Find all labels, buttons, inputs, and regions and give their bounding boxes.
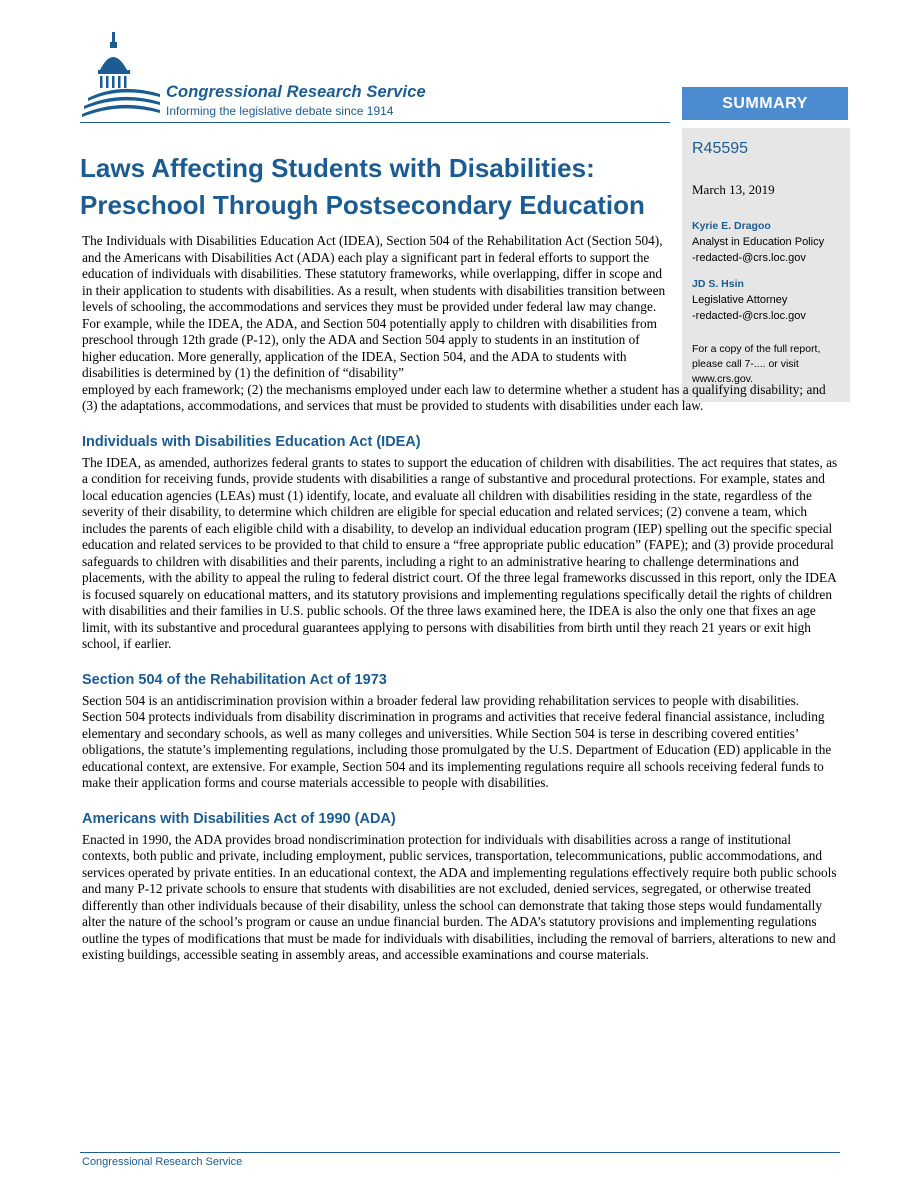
section-body-ada: Enacted in 1990, the ADA provides broad nondiscrimination protection for individuals with disabilities across a range of institutional contexts, both public and private, including employment, public services, transportation, telecommunications, public accommodations, and services operated by private entities. In an educational context, the ADA and implementing regulations effectively require both public schools and many P-12 private schools to ensure that students with disabilities are not excluded, denied services, segregated, or otherwise treated differently than other individuals because of their disability, unless the school can demonstrate that taking those steps would fundamentally alter the nature of the school’s program or cause an undue financial burden. The ADA’s statutory provisions and implementing regulations outline the types of modifications that must be made for individuals with disabilities, including the removal of barriers, alterations to new and existing buildings, accessible seating in assembly areas, and accessible examinations and course materials. bbox=[82, 831, 837, 962]
org-name: Congressional Research Service bbox=[166, 83, 426, 101]
author-name: JD S. Hsin bbox=[692, 278, 744, 290]
intro-paragraph-continued: employed by each framework; (2) the mechanisms employed under each law to determine whether a student has a qualifying disability; and (3) the adaptations, accommodations, and services that must be provided to students with disabilities under each law. bbox=[82, 381, 826, 413]
footer-org: Congressional Research Service bbox=[82, 1156, 243, 1168]
author-name: Kyrie E. Dragoo bbox=[692, 220, 771, 232]
section-heading-504: Section 504 of the Rehabilitation Act of 1973 bbox=[82, 671, 387, 688]
intro-paragraph: The Individuals with Disabilities Education Act (IDEA), Section 504 of the Rehabilitation Act (Section 504), and the Americans with Disabilities Act (ADA) each play a significant part in federal efforts to support the education of individuals with disabilities. These statutory frameworks, while overlapping, differ in scope and in their application to students with disabilities. As a result, when students with disabilities transition between levels of schooling, the accommodations and services they must be provided under federal law may change. For example, while the IDEA, the ADA, and Section 504 potentially apply to children with disabilities from preschool through 12th grade (P-12), only the ADA and Section 504 apply to students in an institution of higher education. More generally, application of the IDEA, Section 504, and the ADA to students with disabilities is determined by (1) the definition of “disability” bbox=[82, 233, 666, 380]
author-email[interactable]: -redacted-@crs.loc.gov bbox=[692, 310, 806, 322]
title-line-1: Laws Affecting Students with Disabilities: bbox=[80, 153, 595, 183]
section-heading-ada: Americans with Disabilities Act of 1990 (ADA) bbox=[82, 810, 396, 827]
footer-divider bbox=[80, 1152, 840, 1153]
report-date: March 13, 2019 bbox=[692, 182, 775, 197]
author-email[interactable]: -redacted-@crs.loc.gov bbox=[692, 252, 806, 264]
summary-label: SUMMARY bbox=[682, 87, 848, 120]
report-number: R45595 bbox=[692, 140, 749, 157]
author-title: Analyst in Education Policy bbox=[692, 236, 825, 248]
capitol-dome-logo bbox=[80, 30, 170, 122]
org-tagline: Informing the legislative debate since 1914 bbox=[166, 104, 394, 118]
section-body-504: Section 504 is an antidiscrimination provision within a broader federal law providing rehabilitation services to people with disabilities. Section 504 protects individuals from disability discrimination in programs and activities that receive federal financial assistance, including elementary and secondary schools, as well as many colleges and universities. While Section 504 is terse in describing covered entities’ obligations, the statute’s implementing regulations, including those promulgated by the U.S. Department of Education (ED) applicable in the educational context, are extensive. For example, Section 504 and its implementing regulations require all schools receiving federal funds to make their application forms and course materials accessible to people with disabilities. bbox=[82, 692, 832, 790]
section-body-idea: The IDEA, as amended, authorizes federal grants to states to support the education of children with disabilities. The act requires that states, as a condition for receiving funds, provide students with disabilities a range of substantive and procedural protections. For example, states and local education agencies (LEAs) must (1) identify, locate, and evaluate all children with disabilities residing in the state, regardless of the severity of their disability, to determine which children are eligible for special education and related services; (2) convene a team, which includes the parents of each eligible child with a disability, to develop an individual education program (IEP) spelling out the specific special education and related services to be provided to that child to ensure a “free appropriate public education” (FAPE); and (3) provide procedural safeguards to children with disabilities and their parents, including a right to an administrative hearing to challenge determinations and placements, with the ability to appeal the ruling to federal district court. Of the three legal frameworks discussed in this report, only the IDEA is focused squarely on educational matters, and its statutory provisions and implementing regulations specifically detail the rights of children with disabilities and their families in U.S. public schools. Of the three laws examined here, the IDEA is also the only one that fixes an age limit, with its substantive and procedural guarantees applying to persons with disabilities from birth until they reach 21 years or exit high school, if earlier. bbox=[82, 454, 838, 651]
copy-note: For a copy of the full report, please call 7-.... or visit www.crs.gov. bbox=[692, 343, 821, 385]
report-body bbox=[82, 233, 840, 964]
author-title: Legislative Attorney bbox=[692, 294, 788, 306]
title-line-2: Preschool Through Postsecondary Education bbox=[80, 190, 645, 220]
header-divider bbox=[80, 122, 670, 123]
page-title bbox=[80, 150, 680, 224]
section-heading-idea: Individuals with Disabilities Education Act (IDEA) bbox=[82, 433, 421, 450]
